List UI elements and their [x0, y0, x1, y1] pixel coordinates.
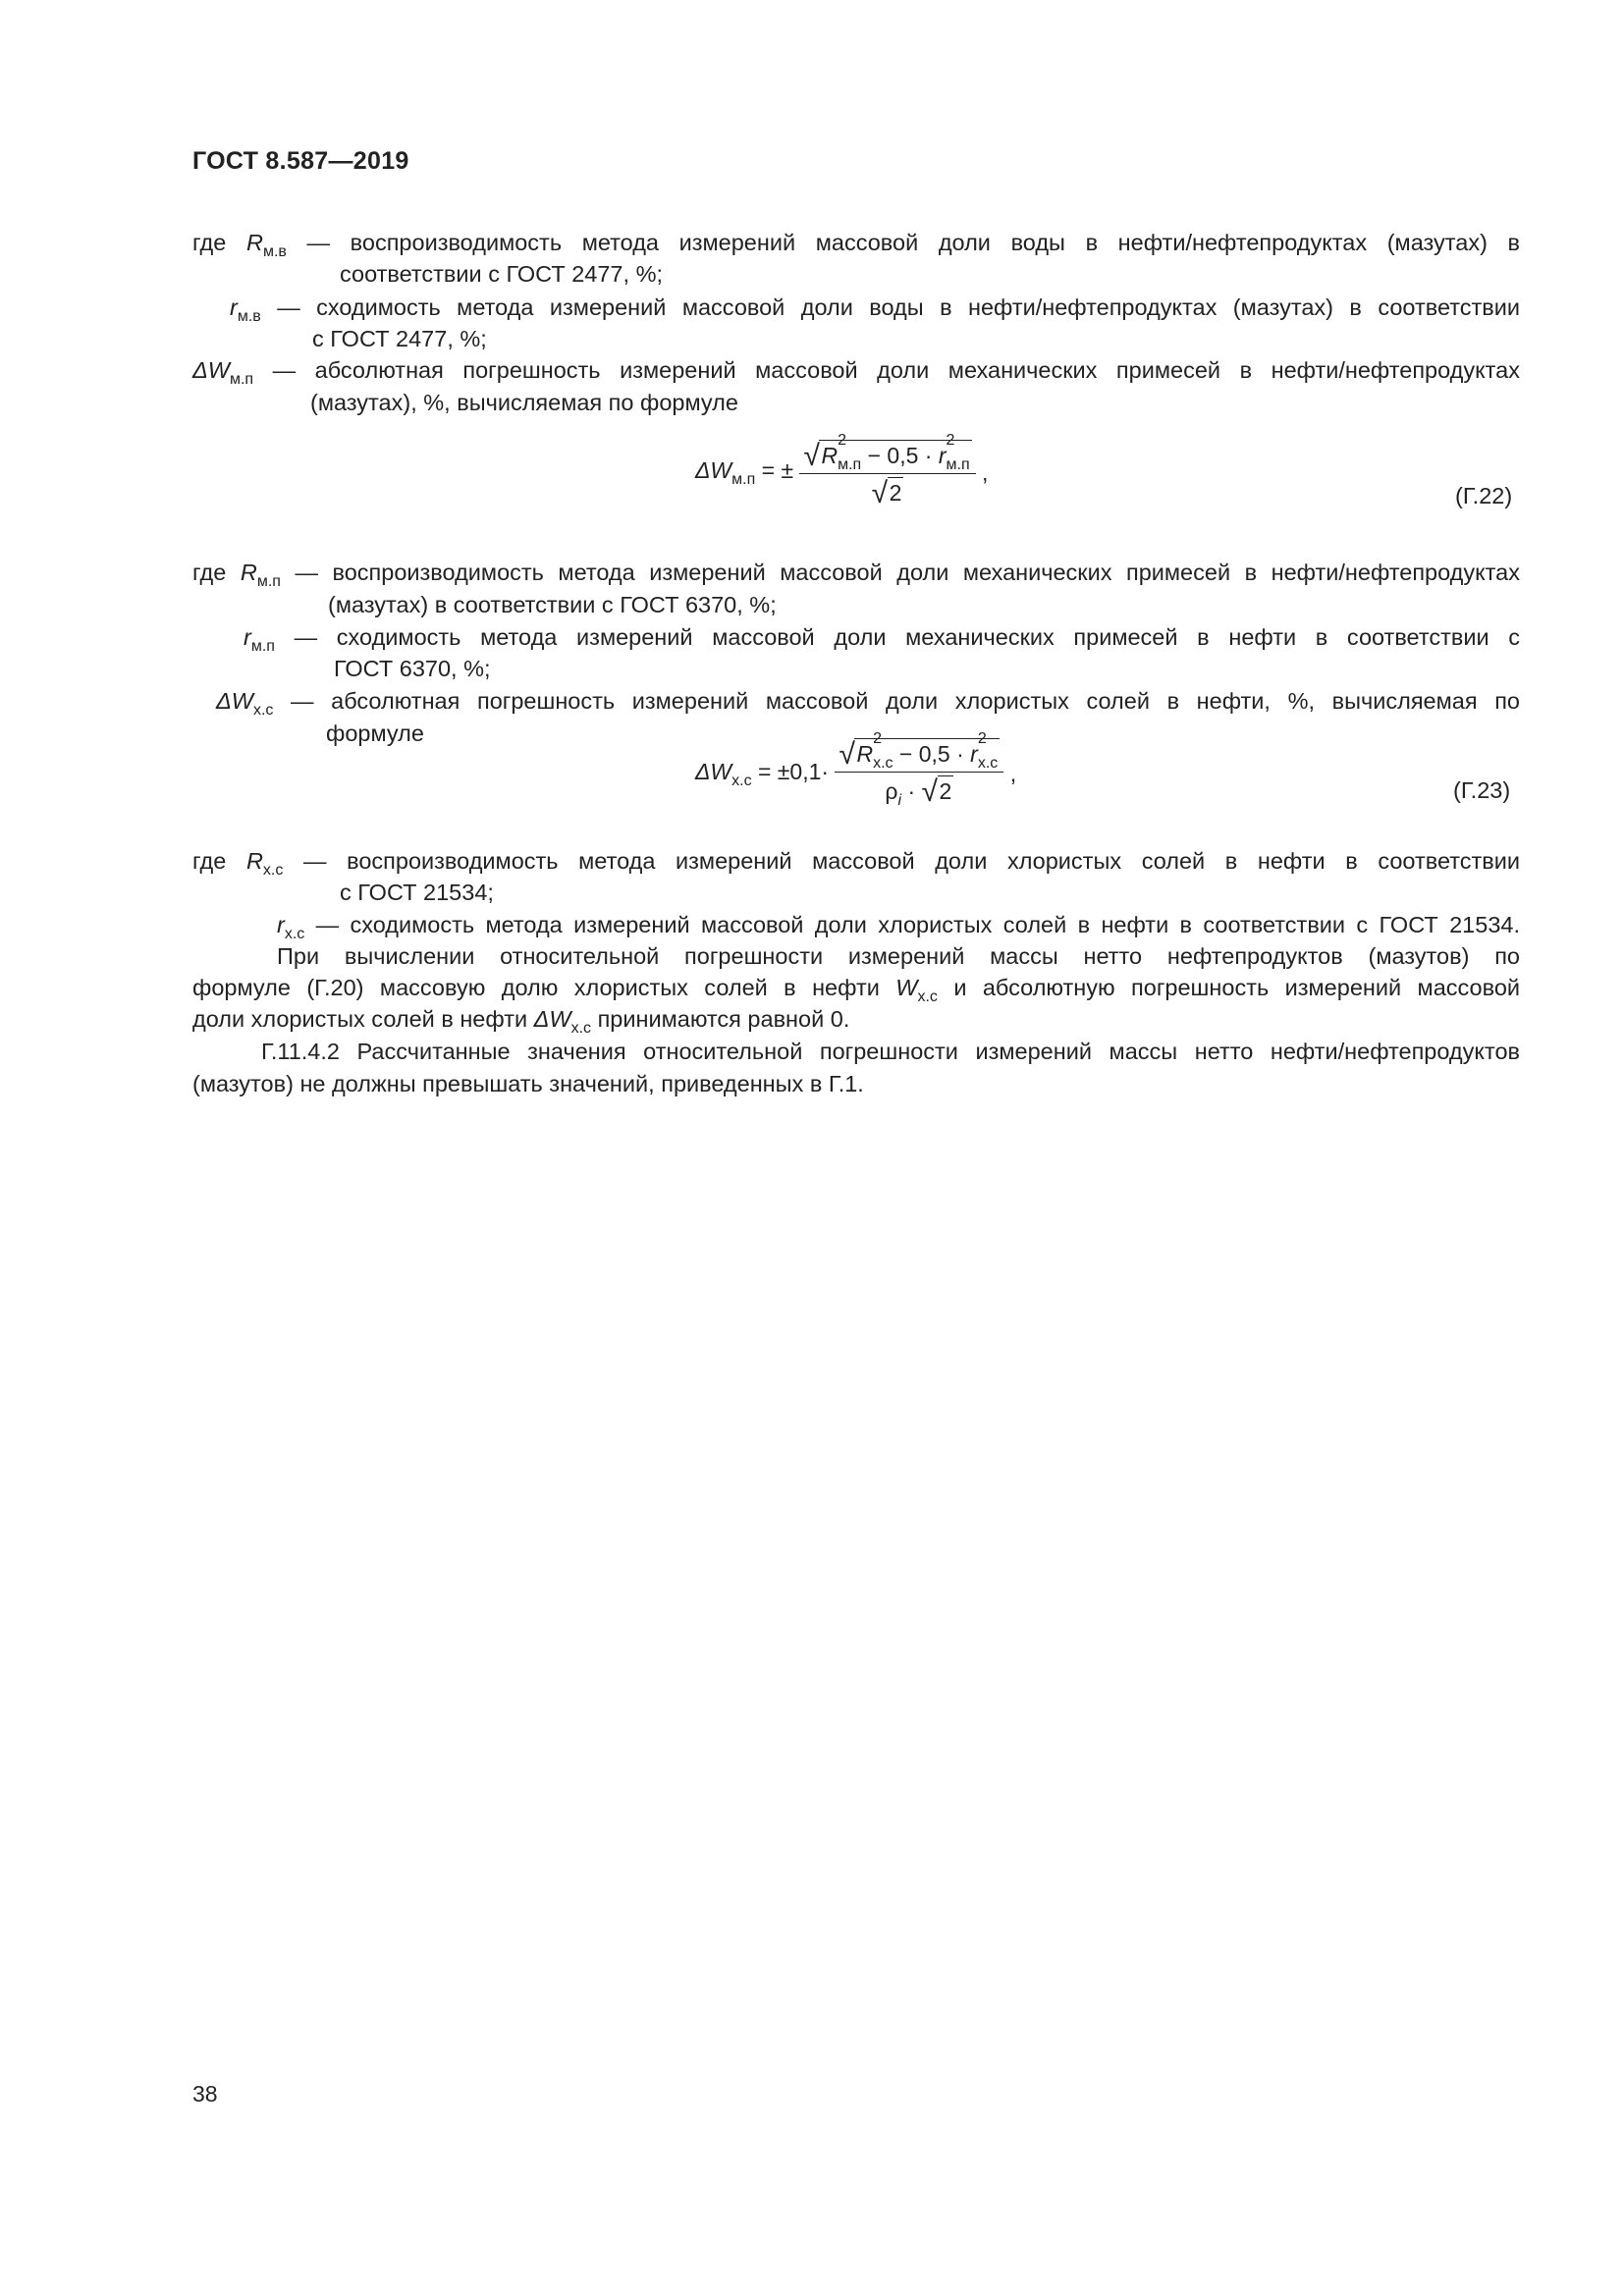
- sqrt-g22-num: √ R 2 $_{м.п}$ − 0,5 · r 2 $_{м.п}$: [803, 432, 970, 473]
- def-R-mp-line1: где $R_{м.п}$ — воспроизводимость метода измерений массовой доли механических примесей в нефти/нефтепродуктах: [192, 560, 1521, 590]
- def-R-mv-line2: соответствии с ГОСТ 2477, %;: [340, 261, 663, 287]
- def-r-mp-line2: ГОСТ 6370, %;: [334, 656, 491, 681]
- def-R-mv-line1: где $R_{м.в}$ — воспроизводимость метода измерений массовой доли воды в нефти/нефтепродуктах (мазутах) в: [192, 230, 1521, 260]
- formula-g23: $\Delta W_{х.с} = \pm 0,1\cdot$ √ R 2 $_{х.с}$ − 0,5 · r 2 $_{х.с}$ $\rho_i$ · √ 2 ,: [695, 730, 1017, 809]
- def-R-mp-line2: (мазутах) в соответствии с ГОСТ 6370, %;: [328, 592, 777, 617]
- page-header: ГОСТ 8.587—2019: [192, 147, 409, 175]
- def-r-mv-line1: $r_{м.в}$ — сходимость метода измерений массовой доли воды в нефти/нефтепродуктах (мазутах) в соответствии: [230, 294, 1520, 325]
- def-dW-mp-line1: $\Delta W_{м.п}$ — абсолютная погрешность измерений массовой доли механических примесей в нефти/нефтепродуктах: [192, 357, 1520, 388]
- def-R-xc-line1: где $R_{х.с}$ — воспроизводимость метода измерений массовой доли хлористых солей в нефти в соответствии: [192, 848, 1521, 879]
- sqrt-g22-den: √ 2: [871, 477, 902, 509]
- def-R-xc-line2: с ГОСТ 21534;: [340, 880, 494, 905]
- para1-line2: формуле (Г.20) массовую долю хлористых солей в нефти $W_{х.с}$ и абсолютную погрешность измерений массовой: [192, 975, 1521, 1005]
- sqrt-g23-den: √ 2: [921, 775, 952, 808]
- para1-line3: доли хлористых солей в нефти $\Delta W_{х.с}$ принимаются равной 0.: [192, 1006, 850, 1037]
- para2-line2: (мазутов) не должны превышать значений, приведенных в Г.1.: [192, 1071, 864, 1096]
- sqrt-g23-num: √ R 2 $_{х.с}$ − 0,5 · r 2 $_{х.с}$: [839, 730, 999, 772]
- def-r-mv-line2: с ГОСТ 2477, %;: [312, 326, 487, 351]
- para1-line1: При вычислении относительной погрешности измерений массы нетто нефтепродуктов (мазутов) по: [277, 943, 1520, 969]
- def-dW-mp-line2: (мазутах), %, вычисляемая по формуле: [310, 390, 738, 415]
- equation-number-g22: (Г.22): [1455, 483, 1513, 508]
- fraction-g23: √ R 2 $_{х.с}$ − 0,5 · r 2 $_{х.с}$ $\rho_i$ · √ 2: [835, 738, 1003, 810]
- fraction-g22: [799, 432, 975, 509]
- page-number: 38: [192, 2081, 218, 2107]
- def-r-xc-line1: $r_{х.с}$ — сходимость метода измерений массовой доли хлористых солей в нефти в соответствии с ГОСТ 21534.: [277, 912, 1520, 942]
- formula-g22: $\Delta W_{м.п}$ = ± √ R 2 $_{м.п}$ − 0,5 · r 2 $_{м.п}$ √ 2 ,: [695, 432, 989, 509]
- def-dW-xc-line1: $\Delta W_{х.с}$ — абсолютная погрешность измерений массовой доли хлористых солей в нефти, %, вычисляемая по: [216, 688, 1520, 719]
- equation-number-g23: (Г.23): [1453, 777, 1511, 803]
- def-r-mp-line1: $r_{м.п}$ — сходимость метода измерений массовой доли механических примесей в нефти в соответствии с: [244, 624, 1521, 655]
- def-dW-xc-line2: формуле: [326, 721, 424, 746]
- para2-line1: Г.11.4.2 Рассчитанные значения относительной погрешности измерений массы нетто нефти/нефтепродуктов: [261, 1039, 1520, 1064]
